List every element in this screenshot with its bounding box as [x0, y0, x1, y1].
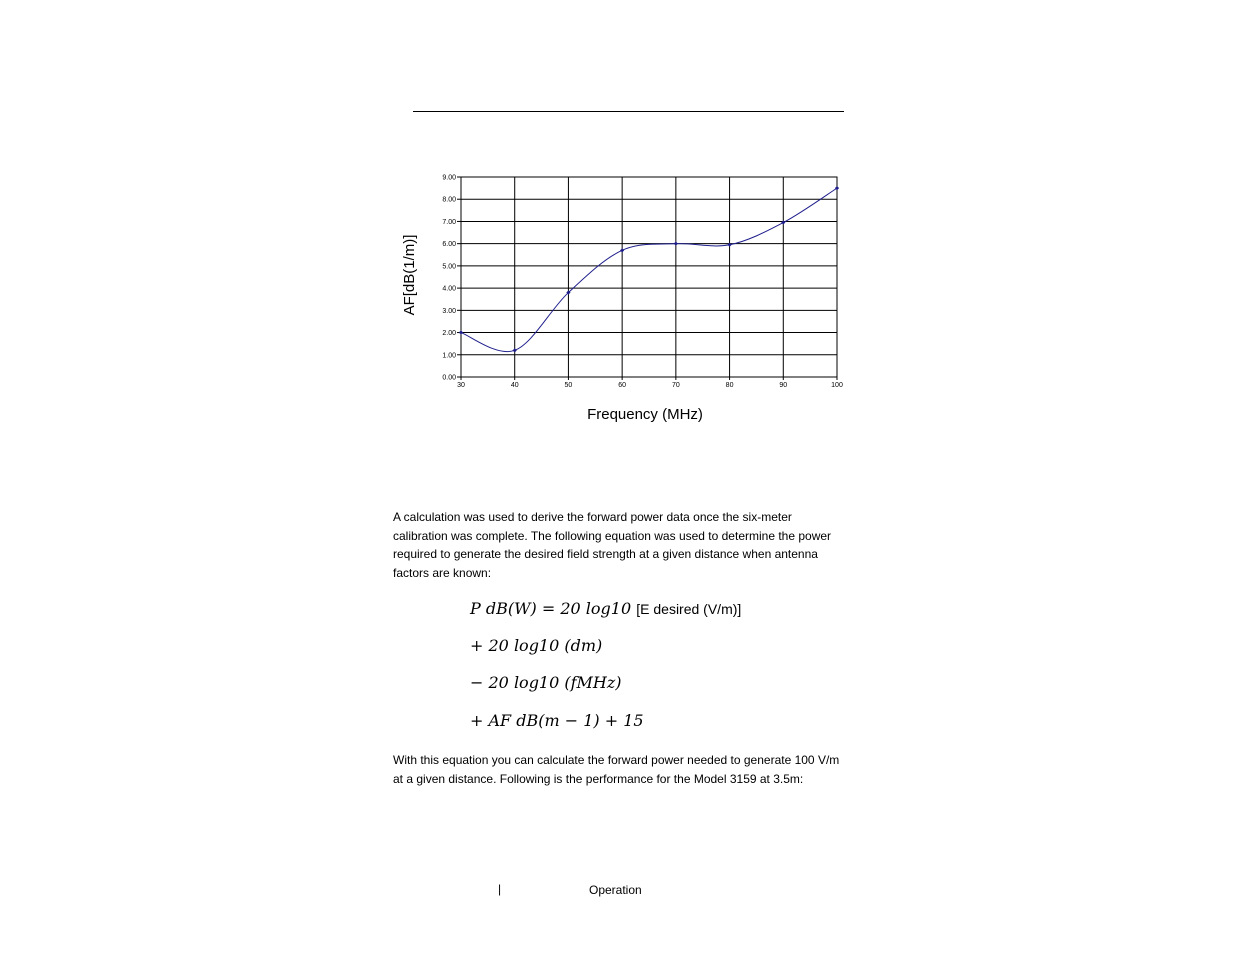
- antenna-factor-chart-svg: [390, 165, 860, 435]
- y-tick-label: 3.00: [442, 307, 456, 315]
- equation-line-1-text: [E desired (V/m)]: [636, 601, 742, 617]
- antenna-factor-chart: [390, 165, 860, 435]
- footer-section-title: Operation: [589, 883, 642, 897]
- data-point: [620, 248, 624, 252]
- y-tick-label: 8.00: [442, 196, 456, 204]
- equation-line-2: + 20 log10 (dm): [470, 636, 603, 655]
- x-axis-label: Frequency (MHz): [587, 406, 703, 423]
- y-tick-label: 0.00: [442, 374, 456, 382]
- y-tick-label: 9.00: [442, 174, 456, 182]
- x-tick-label: 80: [725, 382, 734, 389]
- data-point: [674, 242, 678, 246]
- x-tick-label: 90: [779, 382, 788, 389]
- intro-paragraph: A calculation was used to derive the forward power data once the six-meter calibration was complete. The following equation was used to determine the power required to generate the desired field strength at a given distance when antenna factors are known:: [393, 510, 832, 581]
- af-series-line: [461, 188, 837, 351]
- equation-line-1: [470, 599, 741, 619]
- footer-separator: |: [498, 882, 502, 896]
- data-point: [513, 348, 517, 352]
- plot-area-border: [461, 177, 837, 377]
- y-tick-label: 2.00: [442, 330, 456, 338]
- x-tick-label: 30: [457, 382, 465, 389]
- y-tick-label: 4.00: [442, 285, 456, 293]
- y-tick-label: 1.00: [442, 352, 456, 360]
- x-tick-label: 40: [510, 382, 519, 389]
- header-rule: [413, 111, 844, 112]
- y-tick-label: 6.00: [442, 241, 456, 249]
- equation-line-3: − 20 log10 (fMHz): [470, 673, 622, 692]
- forward-power-paragraph: With this equation you can calculate the forward power needed to generate 100 V/m at a given distance. Following is the performance for the Model 3159 at 3.5m:: [393, 753, 840, 786]
- y-axis-label: AF[dB(1/m)]: [401, 234, 418, 316]
- x-tick-label: 50: [564, 382, 573, 389]
- y-tick-label: 7.00: [442, 218, 456, 226]
- x-tick-label: 60: [618, 382, 627, 389]
- chart-series: [459, 186, 839, 352]
- chart-grid: [461, 177, 837, 377]
- data-point: [459, 330, 463, 334]
- y-tick-label: 5.00: [442, 263, 456, 271]
- equation-line-4: + AF dB(m − 1) + 15: [470, 711, 644, 730]
- x-tick-label: 100: [831, 382, 843, 389]
- x-tick-label: 70: [671, 382, 680, 389]
- equation-line-1-math: P dB(W) = 20 log10: [470, 599, 632, 618]
